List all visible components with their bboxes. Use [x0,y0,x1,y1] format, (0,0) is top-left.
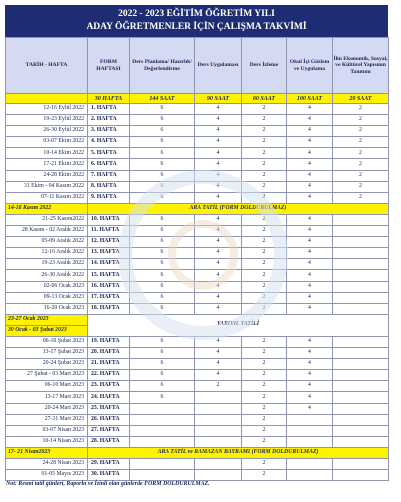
row-school-observation: 4 [287,259,333,270]
row-province-intro [333,392,389,403]
row-school-observation: 4 [287,159,333,170]
row-lesson-practice [195,470,242,481]
row-date: 28 Kasım - 02 Aralık 2022 [6,226,88,237]
row-lesson-observation: 2 [242,148,287,159]
header-date-week: TARİH - HAFTA [6,38,88,94]
row-lesson-practice: 4 [195,226,242,237]
row-lesson-practice: 4 [195,181,242,192]
schedule-table [5,37,389,481]
break-3-label: ARA TATİL ve RAMAZAN BAYRAMI (FORM DOLDURULMAZ) [88,447,389,458]
row-school-observation: 4 [287,270,333,281]
row-lesson-observation: 2 [242,115,287,126]
row-province-intro [333,381,389,392]
row-week: 21. HAFTA [88,359,130,370]
row-planning: 6 [130,381,195,392]
row-school-observation: 4 [287,170,333,181]
row-week: 18. HAFTA [88,303,130,314]
row-school-observation: 4 [287,104,333,115]
table-row [6,436,389,447]
row-date: 26-30 Eylül 2022 [6,126,88,137]
row-date: 26-30 Aralık 2022 [6,270,88,281]
row-date: 24-28 Nisan 2023 [6,459,88,470]
break-1-label: ARA TATİL (FORM DOLDURULMAZ) [88,203,389,214]
break-row-2a [6,314,389,325]
table-row [6,392,389,403]
row-lesson-practice [195,414,242,425]
hours-province-intro: 20 SAAT [333,94,389,104]
row-planning: 6 [130,303,195,314]
row-province-intro [333,348,389,359]
row-lesson-practice: 4 [195,126,242,137]
row-school-observation: 4 [287,137,333,148]
row-date: 20-24 Mart 2023 [6,403,88,414]
row-province-intro: 2 [333,159,389,170]
row-school-observation: 4 [287,381,333,392]
row-planning: 6 [130,237,195,248]
table-row [6,237,389,248]
row-lesson-observation: 2 [242,137,287,148]
row-date: 10-14 Nisan 2023 [6,436,88,447]
row-week: 23. HAFTA [88,381,130,392]
row-date: 09-13 Ocak 2023 [6,292,88,303]
row-week: 8. HAFTA [88,181,130,192]
row-lesson-observation: 2 [242,292,287,303]
title-line-2: ADAY ÖĞRETMENLER İÇİN ÇALIŞMA TAKVİMİ [86,22,307,32]
row-lesson-practice: 4 [195,259,242,270]
row-province-intro [333,292,389,303]
table-row [6,126,389,137]
row-week: 22. HAFTA [88,370,130,381]
row-date: 03-07 Ekim 2022 [6,137,88,148]
row-week: 25. HAFTA [88,403,130,414]
row-lesson-observation: 2 [242,170,287,181]
row-week: 3. HAFTA [88,126,130,137]
header-row [6,38,389,94]
row-lesson-observation: 2 [242,104,287,115]
row-planning: 6 [130,214,195,225]
row-school-observation: 4 [287,148,333,159]
row-school-observation [287,470,333,481]
row-date: 05-09 Aralık 2022 [6,237,88,248]
row-school-observation: 4 [287,403,333,414]
row-date: 02-06 Ocak 2023 [6,281,88,292]
row-province-intro [333,226,389,237]
row-week: 24. HAFTA [88,392,130,403]
row-lesson-practice: 4 [195,148,242,159]
table-row [6,303,389,314]
row-province-intro: 2 [333,148,389,159]
row-date: 27 Şubat - 03 Mart 2023 [6,370,88,381]
table-row [6,270,389,281]
row-lesson-practice [195,403,242,414]
break-3-date: 17- 21 Nisan2023 [6,447,88,458]
row-date: 10-14 Ekim 2022 [6,148,88,159]
row-province-intro: 2 [333,137,389,148]
row-lesson-practice: 4 [195,115,242,126]
table-row [6,414,389,425]
row-lesson-observation: 2 [242,436,287,447]
row-planning: 6 [130,159,195,170]
row-planning: 6 [130,392,195,403]
row-date: 16-20 Ocak 2023 [6,303,88,314]
row-school-observation [287,436,333,447]
row-lesson-observation: 2 [242,214,287,225]
row-lesson-observation: 2 [242,303,287,314]
row-lesson-practice: 4 [195,370,242,381]
row-lesson-practice: 4 [195,292,242,303]
row-planning [130,425,195,436]
header-planning: Ders Planlama/ Hazırlık/ Değerlendirme [130,38,195,94]
row-week: 10. HAFTA [88,214,130,225]
row-province-intro [333,259,389,270]
row-week: 19. HAFTA [88,336,130,347]
row-province-intro [333,459,389,470]
row-date: 06-10 Mart 2023 [6,381,88,392]
row-school-observation: 4 [287,192,333,203]
row-planning: 6 [130,104,195,115]
break-row-3 [6,447,389,458]
row-lesson-practice: 4 [195,170,242,181]
row-lesson-observation: 2 [242,381,287,392]
table-row [6,359,389,370]
row-week: 11. HAFTA [88,226,130,237]
break-1-date: 14-18 Kasım 2022 [6,203,88,214]
table-row [6,148,389,159]
row-province-intro [333,281,389,292]
row-week: 16. HAFTA [88,281,130,292]
row-lesson-practice: 4 [195,281,242,292]
row-planning: 6 [130,226,195,237]
row-week: 2. HAFTA [88,115,130,126]
row-lesson-practice: 4 [195,336,242,347]
hours-school-observation: 100 SAAT [287,94,333,104]
break-2-date-1: 23-27 Ocak 2023 [6,314,88,325]
row-week: 4. HAFTA [88,137,130,148]
row-planning [130,436,195,447]
row-week: 29. HAFTA [88,459,130,470]
row-province-intro: 2 [333,192,389,203]
table-row [6,137,389,148]
row-planning: 6 [130,359,195,370]
row-planning: 6 [130,192,195,203]
row-lesson-observation: 2 [242,270,287,281]
row-province-intro [333,436,389,447]
table-row [6,370,389,381]
row-lesson-practice: 4 [195,104,242,115]
row-lesson-observation: 2 [242,403,287,414]
row-province-intro [333,237,389,248]
table-row [6,170,389,181]
title-line-1: 2022 - 2023 EĞİTİM ÖĞRETİM YILI [118,9,275,19]
row-lesson-practice: 4 [195,248,242,259]
row-province-intro [333,336,389,347]
row-planning: 6 [130,248,195,259]
row-school-observation: 4 [287,348,333,359]
row-planning: 6 [130,181,195,192]
row-lesson-practice: 4 [195,214,242,225]
row-planning [130,403,195,414]
row-lesson-observation: 2 [242,281,287,292]
row-school-observation: 4 [287,336,333,347]
row-lesson-observation: 2 [242,359,287,370]
row-planning: 6 [130,292,195,303]
footer-note: Not: Resmî tatil günleri, Raporlu ve İzinli olan günlerde FORM DOLDURULMAZ. [6,481,210,487]
row-planning: 6 [130,281,195,292]
row-province-intro [333,248,389,259]
hours-row [6,94,389,104]
row-province-intro [333,214,389,225]
row-lesson-practice: 4 [195,159,242,170]
row-lesson-practice: 4 [195,237,242,248]
header-lesson-practice: Ders Uygulaması [195,38,242,94]
row-planning: 6 [130,126,195,137]
table-row [6,181,389,192]
row-lesson-observation: 2 [242,192,287,203]
row-lesson-observation: 2 [242,459,287,470]
row-province-intro: 2 [333,181,389,192]
row-week: 27. HAFTA [88,425,130,436]
row-week: 9. HAFTA [88,192,130,203]
row-lesson-observation: 2 [242,470,287,481]
row-province-intro [333,403,389,414]
row-date: 13-17 Mart 2023 [6,392,88,403]
row-week: 5. HAFTA [88,148,130,159]
row-school-observation: 4 [287,226,333,237]
row-date: 31 Ekim - 04 Kasım 2022 [6,181,88,192]
table-row [6,470,389,481]
row-province-intro: 2 [333,126,389,137]
row-school-observation [287,459,333,470]
row-planning: 6 [130,115,195,126]
row-lesson-practice: 4 [195,303,242,314]
row-planning: 6 [130,137,195,148]
row-province-intro [333,370,389,381]
break-2-date-2: 30 Ocak - 03 Şubat 2023 [6,325,88,336]
table-row [6,403,389,414]
row-lesson-practice [195,392,242,403]
hours-form: 30 HAFTA [88,94,130,104]
row-date: 21-25 Kasım2022 [6,214,88,225]
table-row [6,214,389,225]
table-row [6,336,389,347]
row-lesson-observation: 2 [242,259,287,270]
row-lesson-observation: 2 [242,348,287,359]
row-school-observation: 4 [287,303,333,314]
row-school-observation: 4 [287,214,333,225]
row-planning [130,414,195,425]
row-lesson-practice: 4 [195,348,242,359]
row-province-intro [333,303,389,314]
row-week: 1. HAFTA [88,104,130,115]
row-planning: 6 [130,170,195,181]
table-row [6,226,389,237]
header-province-intro: İlin Ekonomik, Sosyal, ve Kültürel Yapısının Tanıtımı [333,38,389,94]
row-lesson-practice: 4 [195,137,242,148]
row-week: 15. HAFTA [88,270,130,281]
row-week: 30. HAFTA [88,470,130,481]
row-lesson-practice [195,425,242,436]
row-date: 12-16 Aralık 2022 [6,248,88,259]
header-school-observation: Okul İçi Gözlem ve Uygulama [287,38,333,94]
row-week: 13. HAFTA [88,248,130,259]
row-province-intro [333,270,389,281]
row-date: 03-07 Nisan 2023 [6,425,88,436]
row-province-intro: 2 [333,104,389,115]
row-date: 12-16 Eylül 2022 [6,104,88,115]
row-date: 06-10 Şubat 2023 [6,336,88,347]
row-lesson-observation: 2 [242,336,287,347]
hours-lesson-observation: 60 SAAT [242,94,287,104]
row-school-observation: 4 [287,115,333,126]
row-planning: 6 [130,370,195,381]
break-2-label: YARIYIL TATİLİ [88,314,389,336]
row-planning: 6 [130,259,195,270]
table-row [6,104,389,115]
row-lesson-observation: 2 [242,392,287,403]
row-planning [130,470,195,481]
row-lesson-observation: 2 [242,159,287,170]
row-school-observation: 4 [287,392,333,403]
row-lesson-practice: 2 [195,381,242,392]
row-lesson-observation: 2 [242,181,287,192]
table-row [6,248,389,259]
row-week: 17. HAFTA [88,292,130,303]
row-lesson-observation: 2 [242,126,287,137]
row-province-intro [333,470,389,481]
row-date: 24-28 Ekim 2022 [6,170,88,181]
row-lesson-observation: 2 [242,414,287,425]
table-row [6,259,389,270]
table-row [6,425,389,436]
row-school-observation [287,425,333,436]
row-school-observation: 4 [287,359,333,370]
row-planning: 6 [130,336,195,347]
row-week: 26. HAFTA [88,414,130,425]
row-lesson-practice: 4 [195,270,242,281]
header-form-week: FORM HAFTASI [88,38,130,94]
row-school-observation [287,414,333,425]
row-school-observation: 4 [287,237,333,248]
row-planning: 6 [130,270,195,281]
hours-planning: 144 SAAT [130,94,195,104]
table-row [6,381,389,392]
row-week: 20. HAFTA [88,348,130,359]
row-school-observation: 4 [287,126,333,137]
row-province-intro [333,425,389,436]
row-date: 27-31 Mart 2023 [6,414,88,425]
row-lesson-practice [195,436,242,447]
row-date: 01-05 Mayıs 2023 [6,470,88,481]
row-school-observation: 4 [287,181,333,192]
row-week: 6. HAFTA [88,159,130,170]
row-date: 19-23 Eylül 2022 [6,115,88,126]
row-week: 7. HAFTA [88,170,130,181]
table-row [6,281,389,292]
row-date: 19-23 Aralık 2022 [6,259,88,270]
row-week: 28. HAFTA [88,436,130,447]
header-lesson-observation: Ders İzleme [242,38,287,94]
row-lesson-observation: 2 [242,370,287,381]
row-lesson-observation: 2 [242,425,287,436]
row-province-intro [333,414,389,425]
row-province-intro [333,359,389,370]
row-school-observation: 4 [287,370,333,381]
table-row [6,115,389,126]
row-lesson-practice: 4 [195,192,242,203]
table-row [6,348,389,359]
hours-lesson-practice: 90 SAAT [195,94,242,104]
row-date: 17-21 Ekim 2022 [6,159,88,170]
row-lesson-observation: 2 [242,237,287,248]
row-planning: 6 [130,348,195,359]
row-planning: 6 [130,148,195,159]
page-title [5,5,388,37]
row-province-intro: 2 [333,170,389,181]
row-week: 14. HAFTA [88,259,130,270]
row-school-observation: 4 [287,248,333,259]
break-row-1 [6,203,389,214]
table-row [6,459,389,470]
row-planning [130,459,195,470]
row-lesson-practice [195,459,242,470]
row-lesson-observation: 2 [242,248,287,259]
row-week: 12. HAFTA [88,237,130,248]
row-lesson-practice: 4 [195,359,242,370]
row-school-observation: 4 [287,281,333,292]
table-row [6,192,389,203]
row-date: 13-17 Şubat 2023 [6,348,88,359]
row-date: 07-11 Kasım 2022 [6,192,88,203]
row-province-intro: 2 [333,115,389,126]
row-lesson-observation: 2 [242,226,287,237]
table-row [6,159,389,170]
row-school-observation: 4 [287,292,333,303]
table-row [6,292,389,303]
row-date: 20-24 Şubat 2023 [6,359,88,370]
